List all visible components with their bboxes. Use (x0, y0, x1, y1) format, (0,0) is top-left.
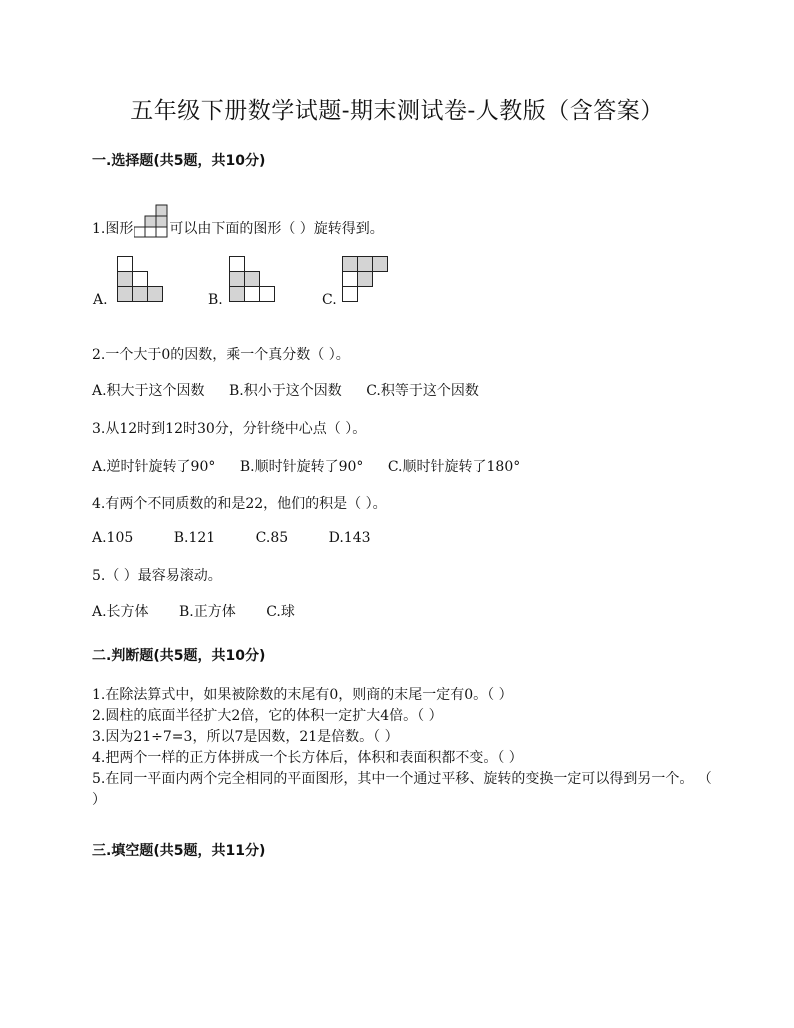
question-4-options (92, 530, 371, 546)
q4-option-d: D.143 (328, 530, 371, 546)
figure-target-shape (134, 217, 168, 241)
question-3-options (92, 456, 520, 476)
question-1-suffix: 可以由下面的图形（ ）旋转得到。 (169, 221, 384, 237)
page-title: 五年级下册数学试题-期末测试卷-人教版（含答案） (130, 98, 664, 124)
section-heading-fill: 三.填空题(共5题，共11分) (92, 843, 266, 859)
q5-option-a: A.长方体 (92, 604, 149, 620)
judge-item-2: 2.圆柱的底面半径扩大2倍，它的体积一定扩大4倍。（ ） (92, 708, 443, 724)
question-5: 5.（ ）最容易滚动。 (92, 568, 222, 584)
q3-option-b: B.顺时针旋转了90° (239, 459, 364, 475)
judge-item-5: 5.在同一平面内两个完全相同的平面图形，其中一个通过平移、旋转的变换一定可以得到另一个。 （ ） (92, 771, 712, 808)
q4-option-b: B.121 (173, 530, 216, 546)
q1-option-b-figure (229, 256, 277, 302)
judge-item-1: 1.在除法算式中，如果被除数的末尾有0，则商的末尾一定有0。（ ） (92, 687, 513, 703)
judge-item-4: 4.把两个一样的正方体拼成一个长方体后，体积和表面积都不变。（ ） (92, 750, 523, 766)
q4-option-c: C.85 (255, 530, 289, 546)
section-heading-judge: 二.判断题(共5题，共10分) (92, 648, 266, 664)
q5-option-c: C.球 (266, 604, 295, 620)
q1-option-c-label: C. (322, 292, 337, 308)
q2-option-a: A.积大于这个因数 (92, 383, 205, 399)
q1-option-a-label: A. (93, 292, 108, 308)
q3-option-a: A.逆时针旋转了90° (92, 459, 216, 475)
question-1-prefix: 1.图形 (92, 221, 134, 237)
question-1 (92, 214, 384, 238)
judge-list (92, 685, 712, 811)
q2-option-b: B.积小于这个因数 (229, 383, 342, 399)
question-3: 3.从12时到12时30分，分针绕中心点（ ）。 (92, 421, 367, 437)
q1-option-c-figure (342, 256, 390, 302)
q4-option-a: A.105 (92, 530, 134, 546)
section-heading-choice: 一.选择题(共5题，共10分) (92, 153, 266, 169)
q3-option-c: C.顺时针旋转了180° (387, 459, 521, 475)
q1-option-a-figure (117, 256, 165, 302)
question-5-options (92, 601, 295, 621)
q1-option-b-label: B. (208, 292, 223, 308)
q2-option-c: C.积等于这个因数 (366, 383, 479, 399)
q5-option-b: B.正方体 (179, 604, 236, 620)
judge-item-3: 3.因为21÷7=3，所以7是因数，21是倍数。（ ） (92, 729, 399, 745)
question-2: 2.一个大于0的因数，乘一个真分数（ ）。 (92, 347, 350, 363)
question-4: 4.有两个不同质数的和是22，他们的积是（ ）。 (92, 496, 387, 512)
question-2-options (92, 380, 479, 400)
